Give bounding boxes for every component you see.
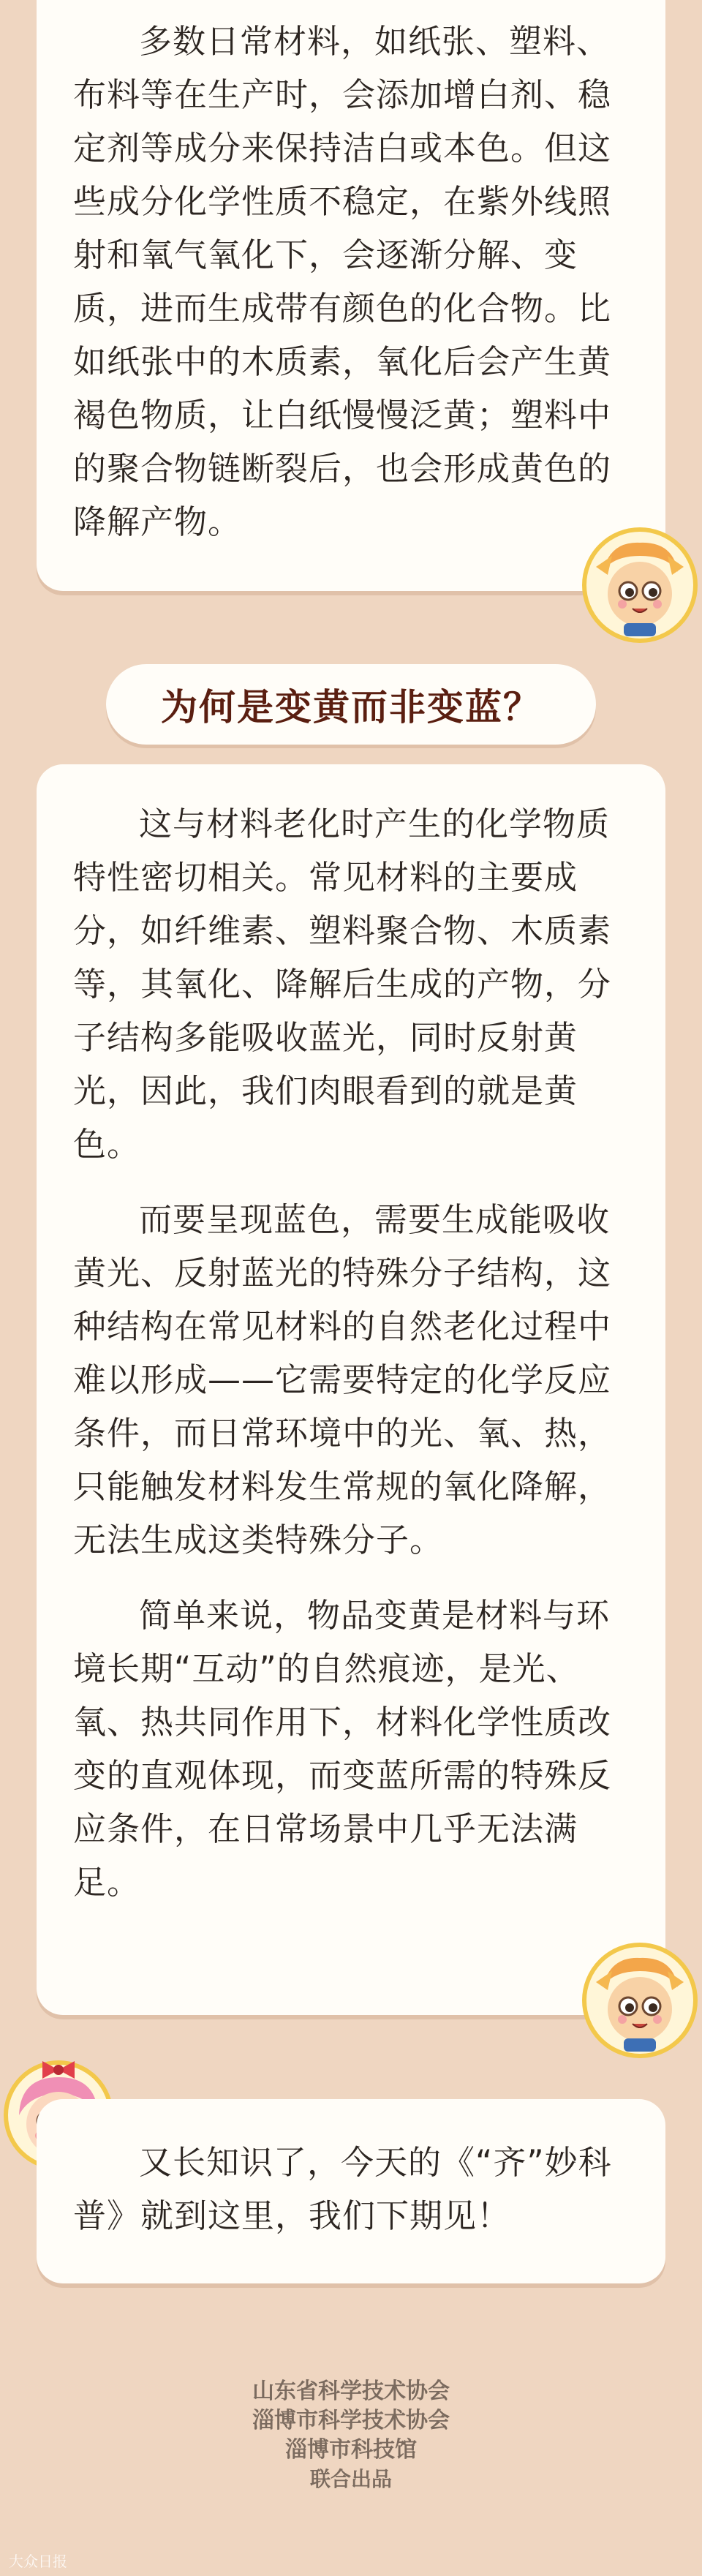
closing-card: [37, 2099, 665, 2283]
mascot-boy-illustration: [581, 527, 698, 644]
closing-text: 又长知识了，今天的《“齐”妙科普》就到这里，我们下期见！: [73, 2143, 612, 2235]
credit-line-3: 淄博市科技馆: [285, 2437, 417, 2463]
intro-card: [37, 0, 665, 591]
explanation-paragraph-2: 而要呈现蓝色，需要生成能吸收黄光、反射蓝光的特殊分子结构，这种结构在常见材料的自然老化过程中难以形成——它需要特定的化学反应条件，而日常环境中的光、氧、热，只能触发材料发生常规的氧化降解，无法生成这类特殊分子。: [73, 1200, 612, 1559]
intro-paragraph: 多数日常材料，如纸张、塑料、布料等在生产时，会添加增白剂、稳定剂等成分来保持洁白或本色。但这些成分化学性质不稳定，在紫外线照射和氧气氧化下，会逐渐分解、变质，进而生成带有颜色的化合物。比如纸张中的木质素，氧化后会产生黄褐色物质，让白纸慢慢泛黄；塑料中的聚合物链断裂后，也会形成黄色的降解产物。: [73, 22, 612, 541]
watermark-text: 大众日报: [9, 2553, 67, 2570]
credits-footer: [0, 2377, 702, 2494]
explanation-paragraph-1: 这与材料老化时产生的化学物质特性密切相关。常见材料的主要成分，如纤维素、塑料聚合物、木质素等，其氧化、降解后生成的产物，分子结构多能吸收蓝光，同时反射黄光，因此，我们肉眼看到的就是黄色。: [73, 805, 612, 1164]
credit-line-4: 联合出品: [309, 2467, 392, 2491]
watermark-logo: [9, 2550, 67, 2571]
explanation-card: [37, 764, 665, 2015]
mascot-boy-illustration: [581, 1942, 698, 2059]
section-heading: 为何是变黄而非变蓝？: [161, 686, 541, 728]
section-heading-pill: [106, 664, 596, 745]
credit-line-1: 山东省科学技术协会: [252, 2379, 450, 2404]
credit-line-2: 淄博市科学技术协会: [252, 2408, 450, 2433]
explanation-paragraph-3: 简单来说，物品变黄是材料与环境长期“互动”的自然痕迹，是光、氧、热共同作用下，材料化学性质改变的直观体现，而变蓝所需的特殊反应条件，在日常场景中几乎无法满足。: [73, 1596, 612, 1902]
